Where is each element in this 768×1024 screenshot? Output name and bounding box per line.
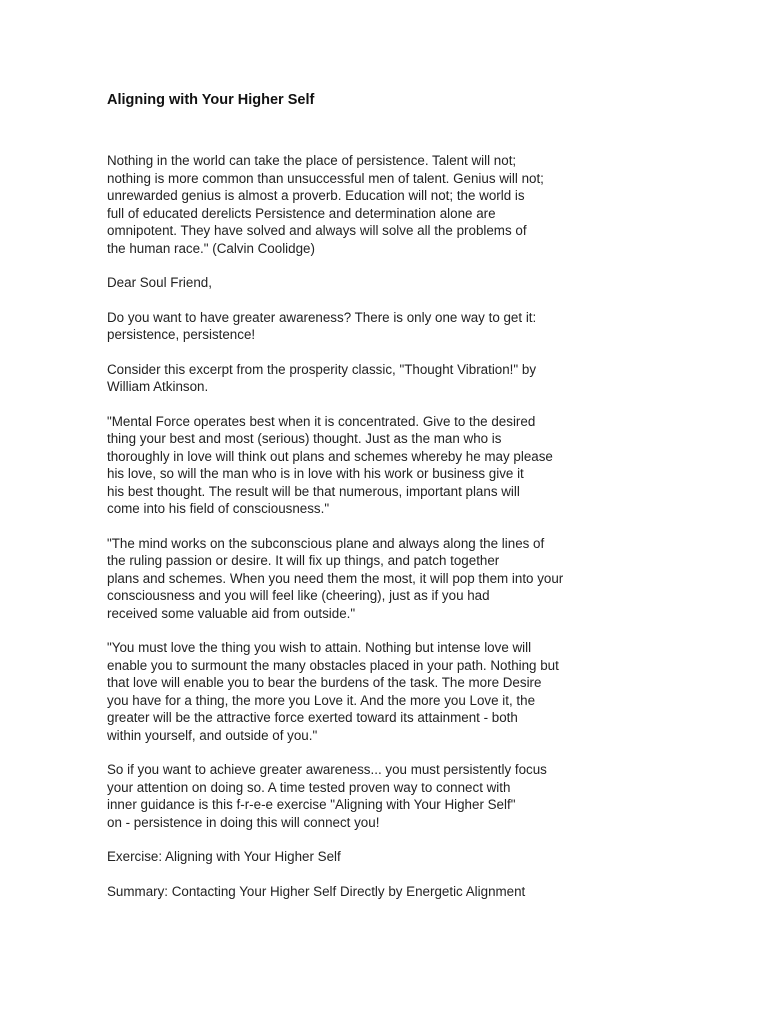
paragraph <box>107 639 667 744</box>
text-line: Nothing in the world can take the place of persistence. Talent will not; <box>107 153 517 168</box>
text-line: Dear Soul Friend, <box>107 275 212 290</box>
text-line: plans and schemes. When you need them the most, it will pop them into your <box>107 570 564 586</box>
text-line: that love will enable you to bear the burdens of the task. The more Desire <box>107 675 542 690</box>
text-line: greater will be the attractive force exerted toward its attainment - both <box>107 710 518 725</box>
paragraph <box>107 413 667 518</box>
text-line: omnipotent. They have solved and always will solve all the problems of <box>107 223 527 238</box>
text-line: enable you to surmount the many obstacles placed in your path. Nothing but <box>107 657 559 673</box>
text-line: unrewarded genius is almost a proverb. Education will not; the world is <box>107 188 525 203</box>
text-line: Consider this excerpt from the prosperity classic, "Thought Vibration!" by <box>107 361 537 377</box>
text-line: the human race." (Calvin Coolidge) <box>107 240 315 256</box>
text-line: on - persistence in doing this will connect you! <box>107 814 380 830</box>
text-line: your attention on doing so. A time tested proven way to connect with <box>107 779 511 795</box>
paragraph <box>107 883 667 901</box>
paragraph <box>107 361 667 396</box>
text-line: Do you want to have greater awareness? There is only one way to get it: <box>107 309 537 325</box>
text-line: thoroughly in love will think out plans and schemes whereby he may please <box>107 448 553 464</box>
text-line: So if you want to achieve greater awareness... you must persistently focus <box>107 762 547 777</box>
text-line: "You must love the thing you wish to attain. Nothing but intense love will <box>107 640 532 655</box>
text-line: Exercise: Aligning with Your Higher Self <box>107 849 341 864</box>
text-line: received some valuable aid from outside." <box>107 605 356 621</box>
text-line: thing your best and most (serious) thought. Just as the man who is <box>107 431 502 446</box>
document-body <box>107 90 667 917</box>
paragraph <box>107 535 667 623</box>
text-line: William Atkinson. <box>107 379 209 394</box>
text-line: "Mental Force operates best when it is concentrated. Give to the desired <box>107 413 536 429</box>
text-line: within yourself, and outside of you." <box>107 727 318 743</box>
paragraph <box>107 152 667 257</box>
text-line: full of educated derelicts Persistence and determination alone are <box>107 205 496 221</box>
text-line: nothing is more common than unsuccessful men of talent. Genius will not; <box>107 170 544 186</box>
text-line: come into his field of consciousness." <box>107 501 330 516</box>
text-line: the ruling passion or desire. It will fix up things, and patch together <box>107 553 500 568</box>
paragraph <box>107 848 667 866</box>
text-line: his love, so will the man who is in love with his work or business give it <box>107 466 524 481</box>
text-line: his best thought. The result will be that numerous, important plans will <box>107 483 520 499</box>
paragraph <box>107 761 667 831</box>
text-line: persistence, persistence! <box>107 327 256 342</box>
text-line: "The mind works on the subconscious plane and always along the lines of <box>107 535 545 551</box>
paragraph-list <box>107 152 667 900</box>
paragraph <box>107 274 667 292</box>
text-line: you have for a thing, the more you Love it. And the more you Love it, the <box>107 692 536 708</box>
text-line: inner guidance is this f-r-e-e exercise "Aligning with Your Higher Self" <box>107 797 516 812</box>
document-title: Aligning with Your Higher Self <box>107 92 315 108</box>
paragraph <box>107 309 667 344</box>
text-line: Summary: Contacting Your Higher Self Directly by Energetic Alignment <box>107 883 526 899</box>
text-line: consciousness and you will feel like (cheering), just as if you had <box>107 588 490 603</box>
